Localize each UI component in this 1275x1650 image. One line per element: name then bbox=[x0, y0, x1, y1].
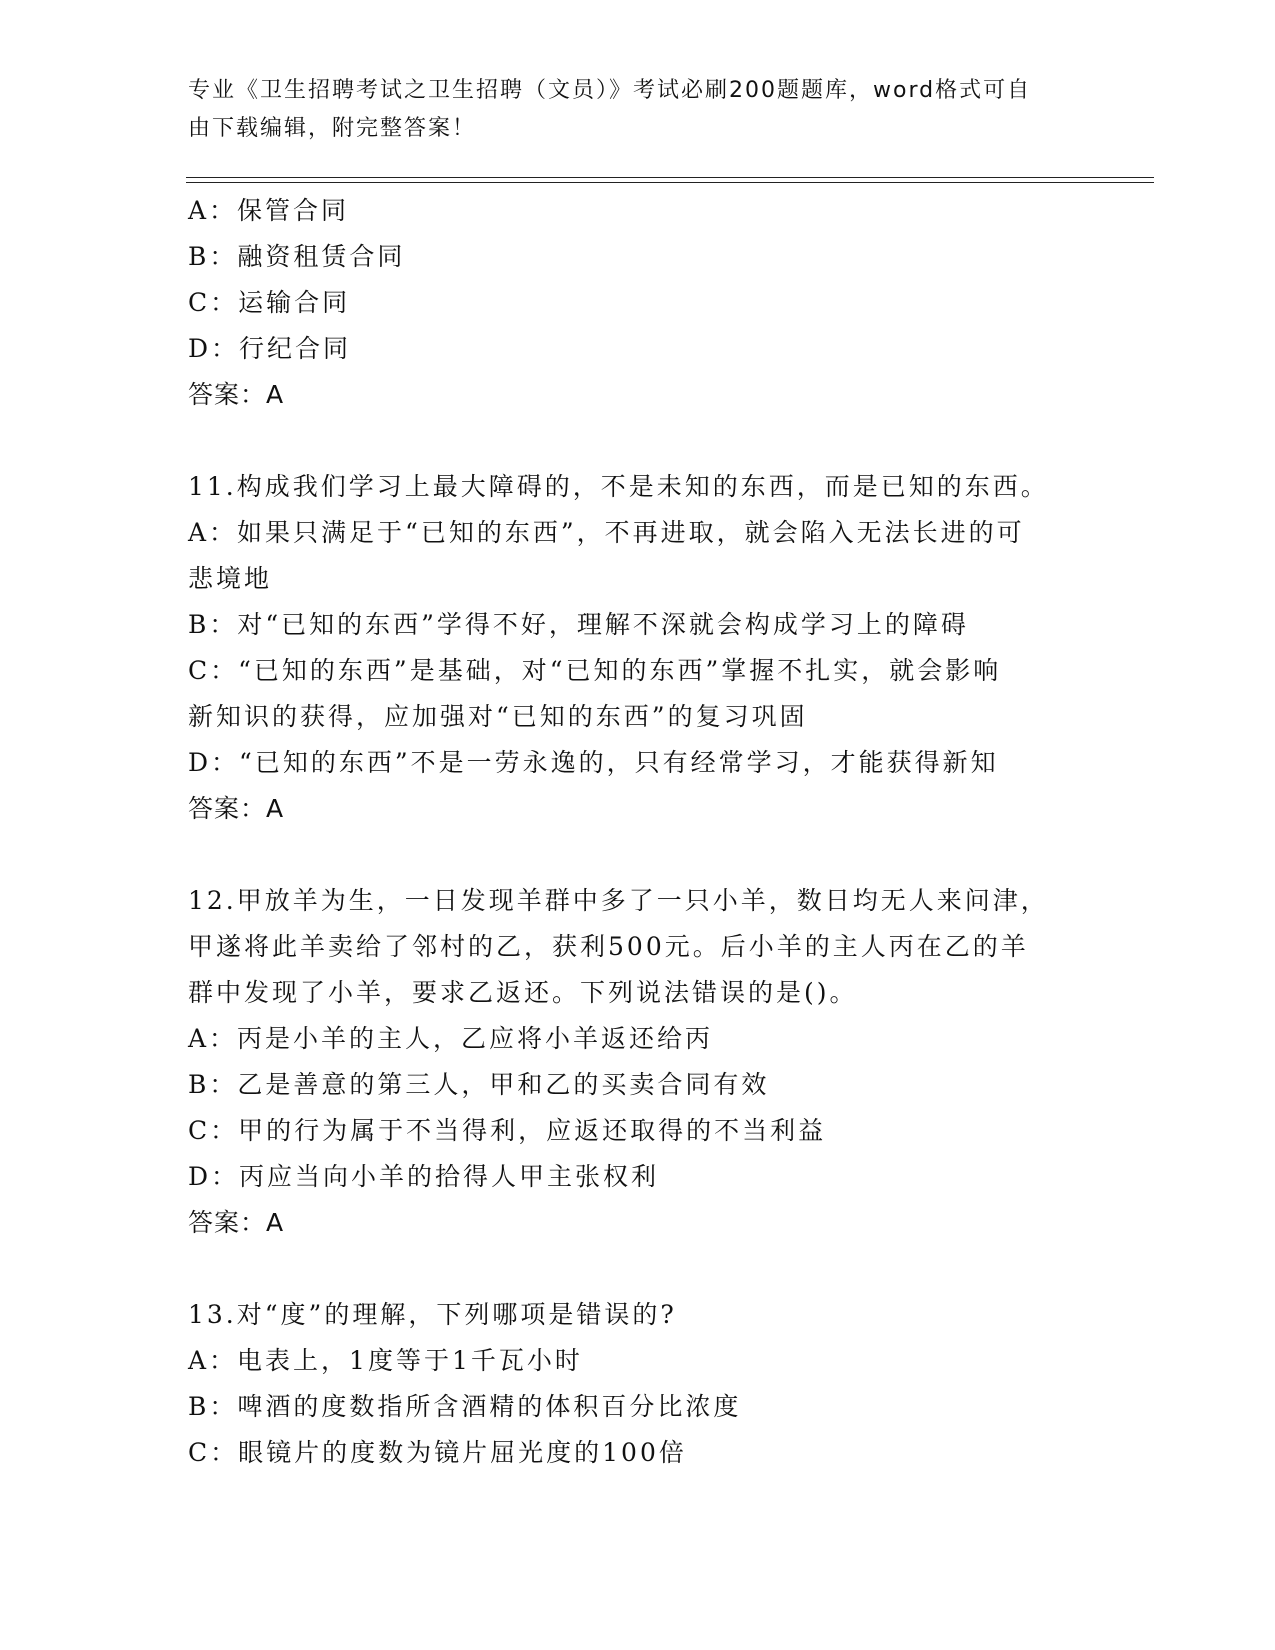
option-a-continued: 悲境地 bbox=[188, 564, 273, 593]
question-11 bbox=[188, 464, 1088, 832]
option-c: C：眼镜片的度数为镜片屈光度的100倍 bbox=[188, 1438, 687, 1467]
header-line-2: 由下载编辑，附完整答案！ bbox=[188, 116, 477, 141]
option-c: C：甲的行为属于不当得利，应返还取得的不当利益 bbox=[188, 1116, 827, 1145]
option-b: B：乙是善意的第三人，甲和乙的买卖合同有效 bbox=[188, 1070, 770, 1099]
question-10 bbox=[188, 188, 1088, 418]
answer: 答案：A bbox=[188, 1208, 285, 1237]
question-stem-continued: 群中发现了小羊，要求乙返还。下列说法错误的是()。 bbox=[188, 978, 858, 1007]
option-d: D：行纪合同 bbox=[188, 334, 352, 363]
spacer bbox=[188, 418, 1088, 464]
option-b: B：对“已知的东西”学得不好，理解不深就会构成学习上的障碍 bbox=[188, 610, 969, 639]
answer: 答案：A bbox=[188, 380, 285, 409]
option-a: A：保管合同 bbox=[188, 196, 350, 225]
question-stem: 11.构成我们学习上最大障碍的，不是未知的东西，而是已知的东西。 bbox=[188, 472, 1049, 501]
question-stem: 12.甲放羊为生，一日发现羊群中多了一只小羊，数日均无人来问津， bbox=[188, 886, 1049, 915]
option-b: B：啤酒的度数指所含酒精的体积百分比浓度 bbox=[188, 1392, 742, 1421]
option-a: A：丙是小羊的主人，乙应将小羊返还给丙 bbox=[188, 1024, 714, 1053]
spacer bbox=[188, 1246, 1088, 1292]
question-12 bbox=[188, 878, 1088, 1246]
option-d: D：“已知的东西”不是一劳永逸的，只有经常学习，才能获得新知 bbox=[188, 748, 999, 777]
question-stem: 13.对“度”的理解，下列哪项是错误的? bbox=[188, 1300, 677, 1329]
question-list bbox=[188, 188, 1088, 1476]
header-line-1: 专业《卫生招聘考试之卫生招聘（文员）》考试必刷200题题库，word格式可自 bbox=[188, 78, 1032, 103]
header-divider-bottom bbox=[186, 182, 1154, 183]
option-c: C：运输合同 bbox=[188, 288, 351, 317]
option-a: A：电表上，1度等于1千瓦小时 bbox=[188, 1346, 583, 1375]
question-13 bbox=[188, 1292, 1088, 1476]
option-b: B：融资租赁合同 bbox=[188, 242, 406, 271]
question-stem-continued: 甲遂将此羊卖给了邻村的乙，获利500元。后小羊的主人丙在乙的羊 bbox=[188, 932, 1029, 961]
option-d: D：丙应当向小羊的拾得人甲主张权利 bbox=[188, 1162, 660, 1191]
answer: 答案：A bbox=[188, 794, 285, 823]
spacer bbox=[188, 832, 1088, 878]
option-c: C：“已知的东西”是基础，对“已知的东西”掌握不扎实，就会影响 bbox=[188, 656, 1002, 685]
option-c-continued: 新知识的获得，应加强对“已知的东西”的复习巩固 bbox=[188, 702, 808, 731]
option-a: A：如果只满足于“已知的东西”，不再进取，就会陷入无法长进的可 bbox=[188, 518, 1025, 547]
document-header bbox=[188, 72, 1068, 148]
header-divider-top bbox=[186, 177, 1154, 178]
